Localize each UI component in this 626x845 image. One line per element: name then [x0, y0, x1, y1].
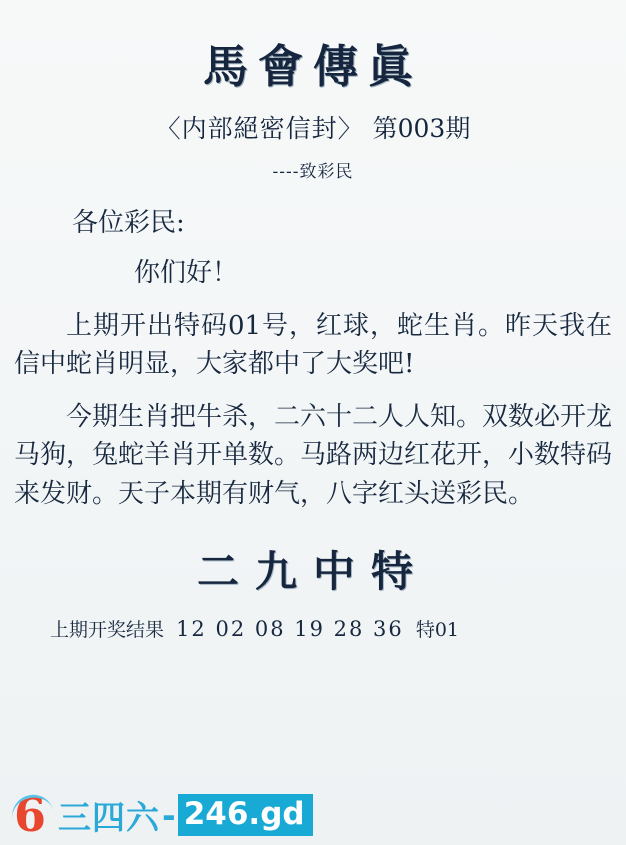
page-title: 馬會傳眞	[202, 40, 423, 93]
site-domain-badge: 246.gd	[178, 794, 313, 836]
previous-draw-result	[0, 615, 626, 642]
result-special-number: 特01	[415, 619, 460, 642]
watermark-dash: -	[162, 795, 176, 835]
highlight-prediction: 二九中特	[196, 547, 429, 597]
subtitle-row	[0, 109, 626, 145]
result-label: 上期开奖结果	[50, 619, 165, 642]
result-numbers: 12 02 08 19 28 36	[176, 617, 404, 642]
watermark-text	[58, 792, 313, 839]
site-name-cn: 三四六	[58, 797, 160, 837]
dedication-line: ----致彩民	[272, 162, 354, 182]
site-watermark	[0, 785, 320, 845]
greeting: 你们好！	[134, 258, 239, 289]
salutation: 各位彩民:	[72, 208, 185, 238]
body-text	[14, 204, 612, 513]
subtitle-bracketed: 〈内部絕密信封〉	[155, 114, 364, 143]
issue-label: 第003期	[372, 114, 471, 143]
paragraph-1: 上期开出特码01号，红球，蛇生肖。昨天我在信中蛇肖明显，大家都中了大奖吧!	[14, 310, 612, 380]
logo-digit: 6	[13, 788, 46, 842]
logo-icon	[4, 789, 56, 841]
paragraph-2: 今期生肖把牛杀，二六十二人人知。双数必开龙马狗，兔蛇羊肖开单数。马路两边红花开，小数特码来发财。天子本期有财气，八字红头送彩民。	[14, 401, 613, 509]
